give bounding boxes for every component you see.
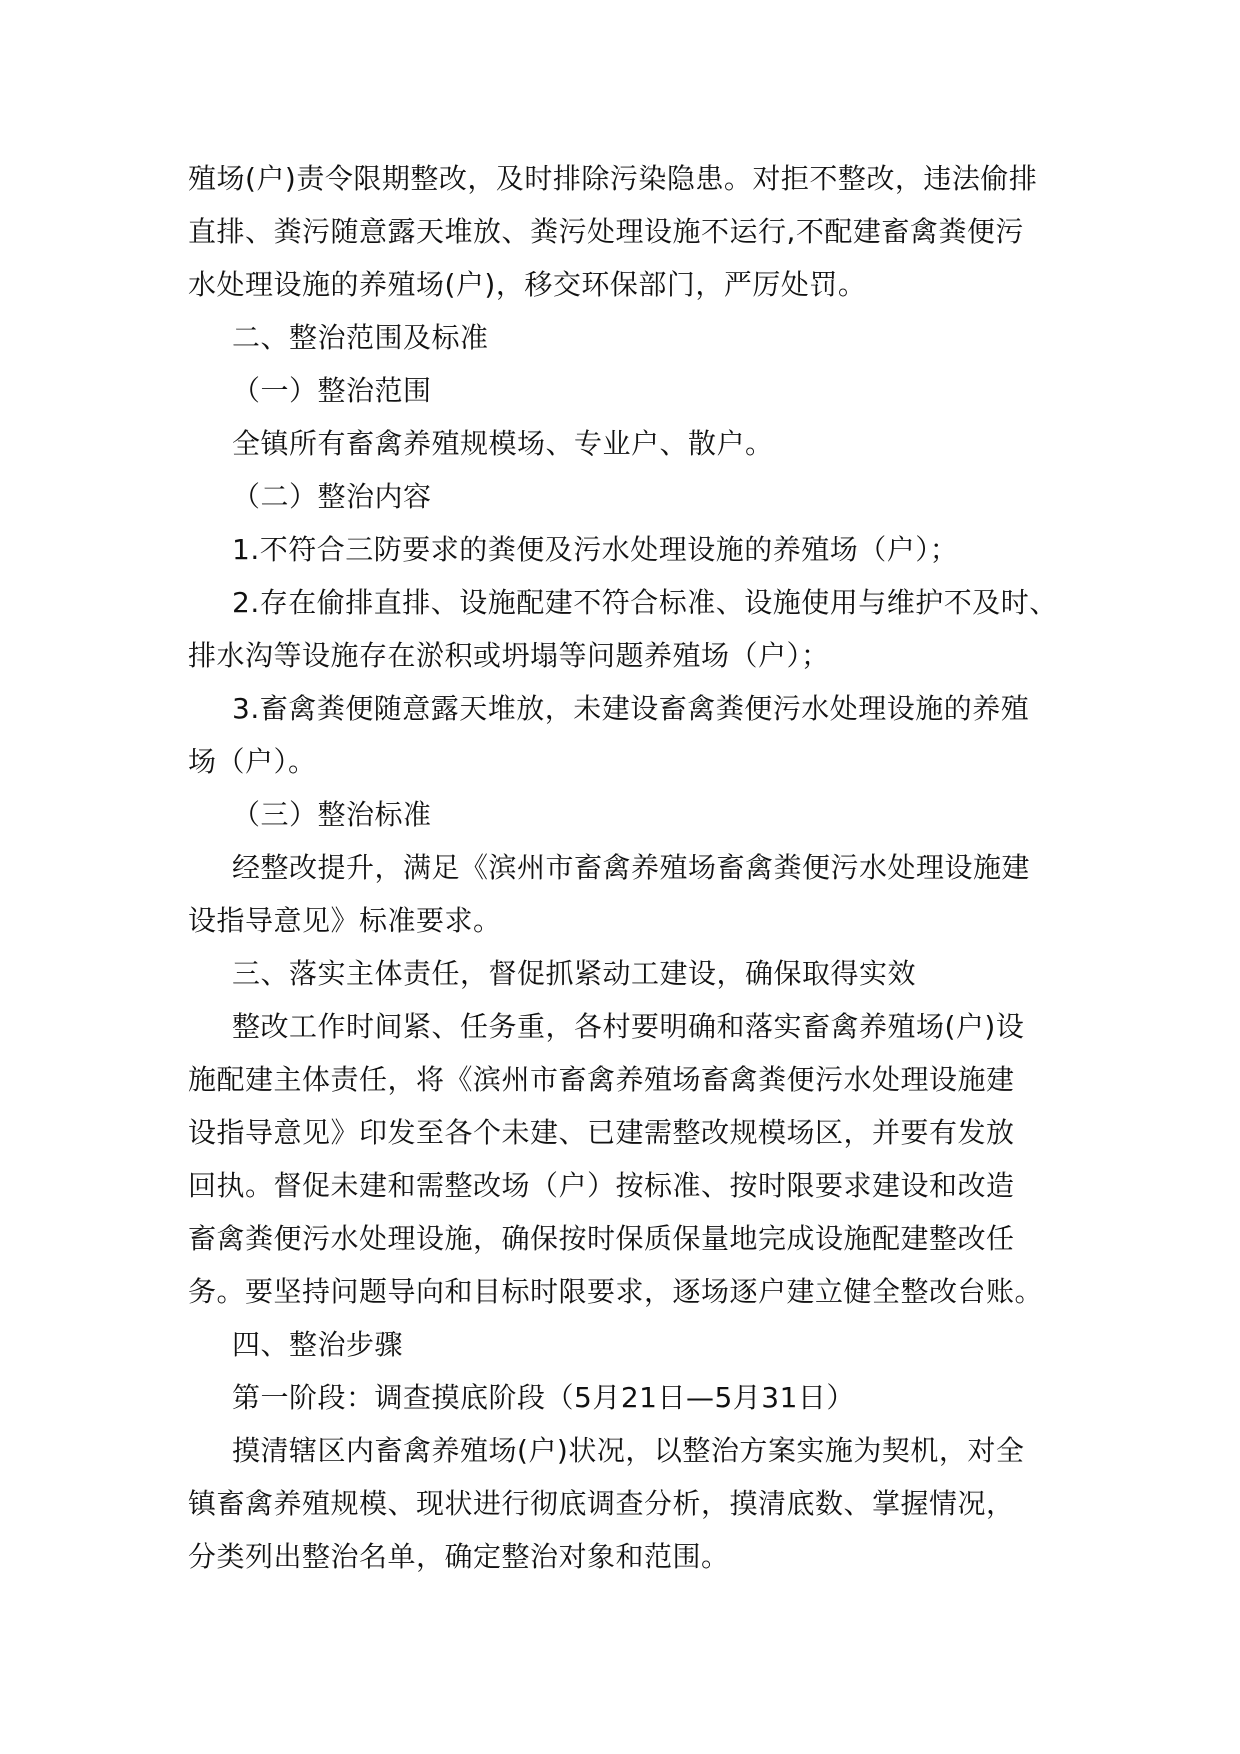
stage-heading-1 — [188, 1371, 1068, 1424]
subheading-standard — [188, 788, 1068, 841]
list-item-1 — [188, 523, 1068, 576]
text-line: 排水沟等设施存在淤积或坍塌等问题养殖场（户）； — [188, 639, 830, 672]
heading-text: （三）整治标准 — [232, 798, 432, 831]
paragraph-continuation — [188, 152, 1068, 311]
list-item-2 — [188, 576, 1068, 682]
text-line: 1.不符合三防要求的粪便及污水处理设施的养殖场（户）； — [232, 533, 959, 566]
document-body — [188, 152, 1068, 1583]
heading-text: 二、整治范围及标准 — [232, 321, 489, 354]
heading-text: （二）整治内容 — [232, 480, 432, 513]
subheading-scope — [188, 364, 1068, 417]
text-line: 3.畜禽粪便随意露天堆放，未建设畜禽粪便污水处理设施的养殖 — [232, 692, 1030, 725]
text-line: 分类列出整治名单，确定整治对象和范围。 — [188, 1540, 730, 1573]
list-item-3 — [188, 682, 1068, 788]
paragraph-standard — [188, 841, 1068, 947]
text-line: 回执。督促未建和需整改场（户）按标准、按时限要求建设和改造 — [188, 1169, 1015, 1202]
text-line: 整改工作时间紧、任务重，各村要明确和落实畜禽养殖场(户)设 — [232, 1010, 1025, 1043]
text-line: 全镇所有畜禽养殖规模场、专业户、散户。 — [232, 427, 774, 460]
section-heading-2 — [188, 311, 1068, 364]
paragraph-responsibility — [188, 1000, 1068, 1318]
text-line: 经整改提升，满足《滨州市畜禽养殖场畜禽粪便污水处理设施建 — [232, 851, 1031, 884]
heading-text: 三、落实主体责任，督促抓紧动工建设，确保取得实效 — [232, 957, 917, 990]
heading-text: （一）整治范围 — [232, 374, 432, 407]
text-line: 摸清辖区内畜禽养殖场(户)状况，以整治方案实施为契机，对全 — [232, 1434, 1025, 1467]
subheading-content — [188, 470, 1068, 523]
heading-text: 四、整治步骤 — [232, 1328, 404, 1361]
text-line: 2.存在偷排直排、设施配建不符合标准、设施使用与维护不及时、 — [232, 586, 1058, 619]
text-line: 务。要坚持问题导向和目标时限要求，逐场逐户建立健全整改台账。 — [188, 1275, 1044, 1308]
text-line: 设指导意见》标准要求。 — [188, 904, 502, 937]
text-line: 设指导意见》印发至各个未建、已建需整改规模场区，并要有发放 — [188, 1116, 1015, 1149]
text-line: 场（户）。 — [188, 745, 317, 778]
text-line: 水处理设施的养殖场(户)，移交环保部门，严厉处罚。 — [188, 268, 867, 301]
text-line: 畜禽粪便污水处理设施，确保按时保质保量地完成设施配建整改任 — [188, 1222, 1015, 1255]
text-line: 镇畜禽养殖规模、现状进行彻底调查分析，摸清底数、掌握情况， — [188, 1487, 1015, 1520]
text-line: 施配建主体责任，将《滨州市畜禽养殖场畜禽粪便污水处理设施建 — [188, 1063, 1015, 1096]
paragraph-stage-1 — [188, 1424, 1068, 1583]
text-line: 直排、粪污随意露天堆放、粪污处理设施不运行,不配建畜禽粪便污 — [188, 215, 1024, 248]
section-heading-4 — [188, 1318, 1068, 1371]
paragraph-scope — [188, 417, 1068, 470]
section-heading-3 — [188, 947, 1068, 1000]
heading-text: 第一阶段：调查摸底阶段（5月21日—5月31日） — [232, 1381, 855, 1414]
text-line: 殖场(户)责令限期整改，及时排除污染隐患。对拒不整改，违法偷排 — [188, 162, 1038, 195]
